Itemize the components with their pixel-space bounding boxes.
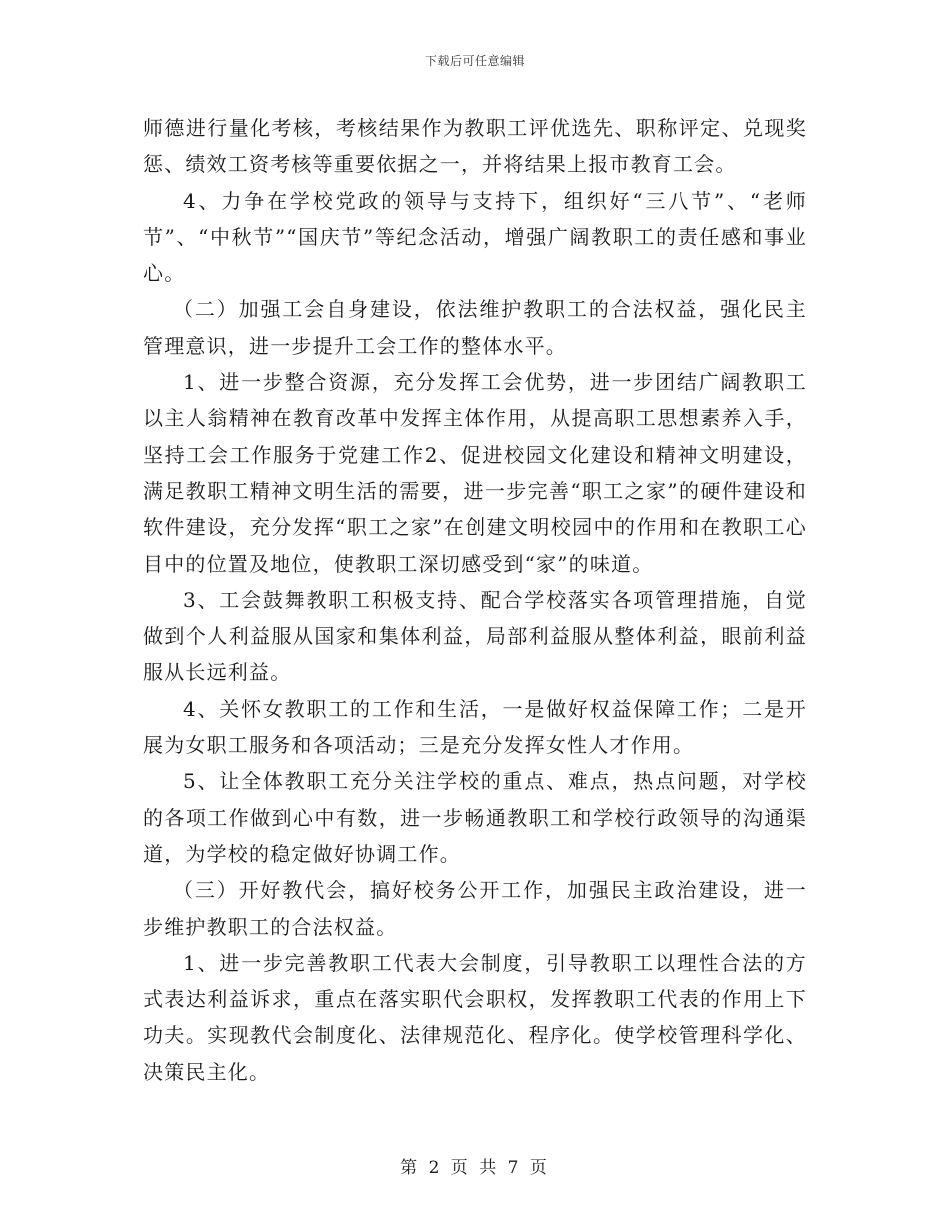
paragraph-continuation: 师德进行量化考核，考核结果作为教职工评优选先、职称评定、兑现奖惩、绩效工资考核等重要依据之一，并将结果上报市教育工会。 xyxy=(143,116,807,177)
paragraph-item-1-resources: 1、进一步整合资源，充分发挥工会优势，进一步团结广阔教职工以主人翁精神在教育改革中发挥主体作用，从提高职工思想素养入手，坚持工会工作服务于党建工作2、促进校园文化建设和精神文明建设，满足教职工精神文明生活的需要，进一步完善“职工之家”的硬件建设和软件建设，充分发挥“职工之家”在创建文明校园中的作用和在教职工心目中的位置及地位，使教职工深切感受到“家”的味道。 xyxy=(143,370,807,576)
section-heading-2: （二）加强工会自身建设，依法维护教职工的合法权益，强化民主管理意识，进一步提升工会工作的整体水平。 xyxy=(143,297,807,358)
page-number: 第 2 页 共 7 页 xyxy=(400,1158,550,1178)
header-note: 下载后可任意编辑 xyxy=(424,54,525,68)
section-heading-3: （三）开好教代会，搞好校务公开工作，加强民主政治建设，进一步维护教职工的合法权益。 xyxy=(143,878,807,939)
paragraph-item-4-female-staff: 4、关怀女教职工的工作和生活，一是做好权益保障工作；二是开展为女职工服务和各项活动；三是充分发挥女性人才作用。 xyxy=(143,696,807,758)
paragraph-item-1-congress: 1、进一步完善教职工代表大会制度，引导教职工以理性合法的方式表达利益诉求，重点在落实职代会职权，发挥教职工代表的作用上下功夫。实现教代会制度化、法律规范化、程序化。使学校管理科学化、决策民主化。 xyxy=(143,950,807,1084)
paragraph-item-5-attention: 5、让全体教职工充分关注学校的重点、难点，热点问题，对学校的各项工作做到心中有数，进一步畅通教职工和学校行政领导的沟通渠道，为学校的稳定做好协调工作。 xyxy=(143,769,807,866)
document-body xyxy=(143,110,807,1090)
paragraph-item-4-activities: 4、力争在学校党政的领导与支持下，组织好“三八节”、“老师节”、“中秋节”“国庆节”等纪念活动，增强广阔教职工的责任感和事业心。 xyxy=(143,188,807,286)
paragraph-item-3-support: 3、工会鼓舞教职工积极支持、配合学校落实各项管理措施，自觉做到个人利益服从国家和集体利益，局部利益服从整体利益，眼前利益服从长远利益。 xyxy=(143,587,807,685)
